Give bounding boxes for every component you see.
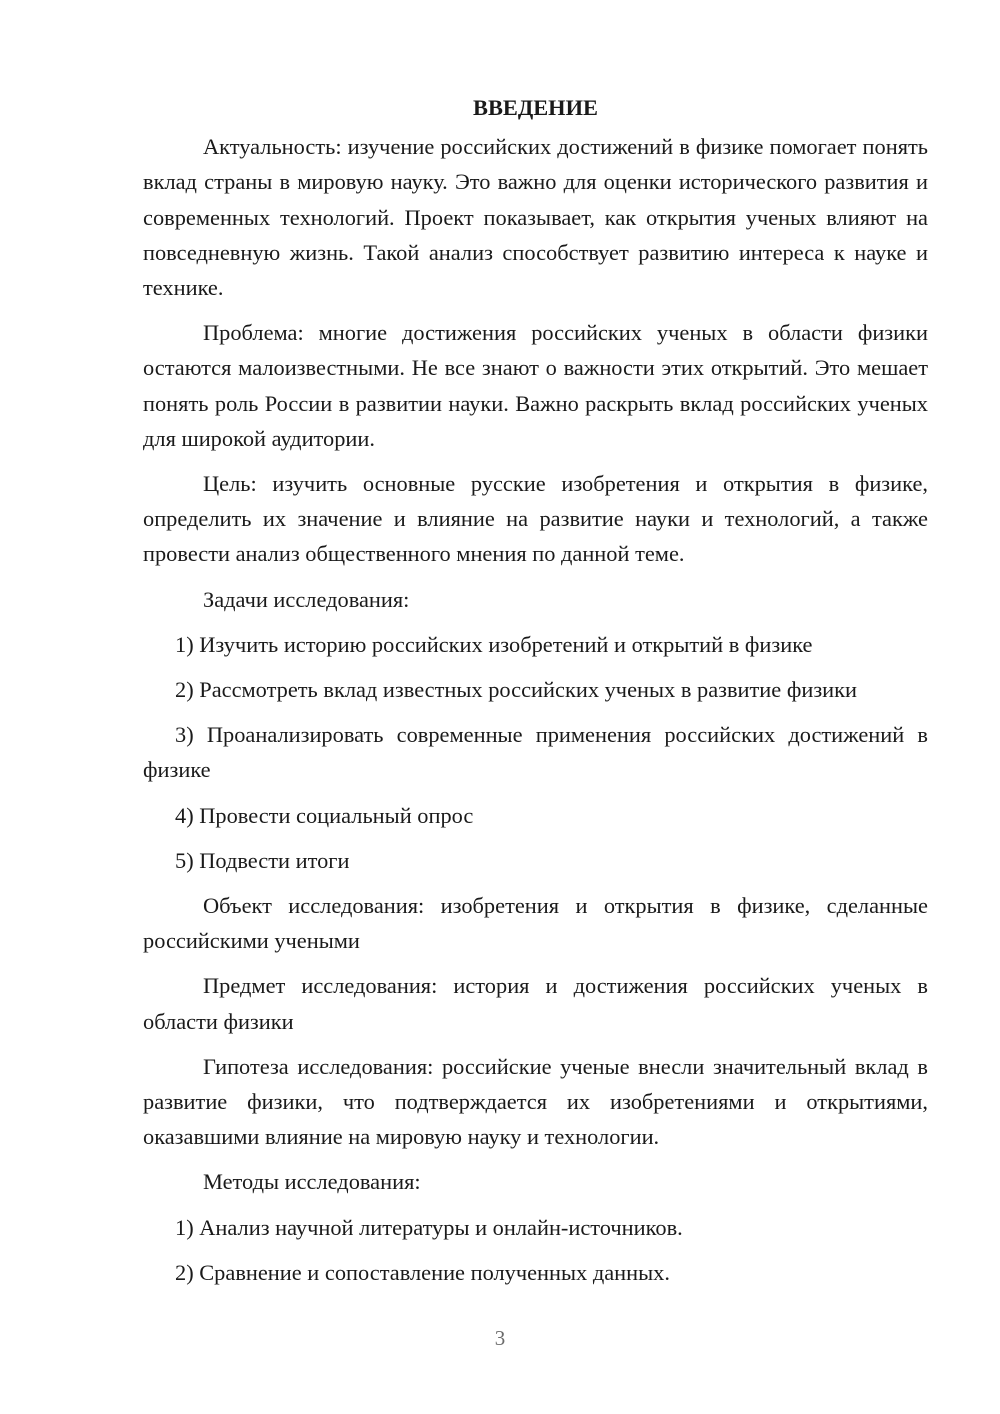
task-item: 2) Рассмотреть вклад известных российских ученых в развитие физики xyxy=(175,677,858,703)
paragraph-hypothesis: Гипотеза исследования: российские ученые внесли значительный вклад в развитие физики, что подтверждается их изобретениями и открытиями, оказавшими влияние на мировую науку и технологии. xyxy=(143,1053,928,1150)
paragraph-goal: Цель: изучить основные русские изобретения и открытия в физике, определить их значение и влияние на развитие науки и технологий, а также провести анализ общественного мнения по данной теме. xyxy=(143,471,928,567)
document-page xyxy=(143,90,928,1300)
task-item: 1) Изучить историю российских изобретений и открытий в физике xyxy=(175,631,813,657)
paragraph-relevance: Актуальность: изучение российских достижений в физике помогает понять вклад страны в мировую науку. Это важно для оценки исторического развития и современных технологий. Проект показывает, как открытия ученых влияют на повседневную жизнь. Такой анализ способствует развитию интереса к науке и технике. xyxy=(143,134,928,301)
paragraph-problem: Проблема: многие достижения российских ученых в области физики остаются малоизвестными. Не все знают о важности этих открытий. Это мешает понять роль России в развитии науки. Важно раскрыть вклад российских ученых для широкой аудитории. xyxy=(143,320,928,451)
methods-heading: Методы исследования: xyxy=(203,1169,421,1195)
task-item: 5) Подвести итоги xyxy=(175,847,350,873)
task-item: 3) Проанализировать современные применения российских достижений в физике xyxy=(143,722,928,783)
page-number: 3 xyxy=(494,1326,506,1350)
method-item: 1) Анализ научной литературы и онлайн-источников. xyxy=(175,1214,683,1240)
tasks-heading: Задачи исследования: xyxy=(203,586,410,612)
page-title: ВВЕДЕНИЕ xyxy=(473,95,598,120)
method-item: 2) Сравнение и сопоставление полученных данных. xyxy=(175,1259,670,1285)
paragraph-subject: Предмет исследования: история и достижения российских ученых в области физики xyxy=(143,973,928,1034)
task-item: 4) Провести социальный опрос xyxy=(175,802,474,828)
paragraph-object: Объект исследования: изобретения и открытия в физике, сделанные российскими учеными xyxy=(143,893,928,954)
